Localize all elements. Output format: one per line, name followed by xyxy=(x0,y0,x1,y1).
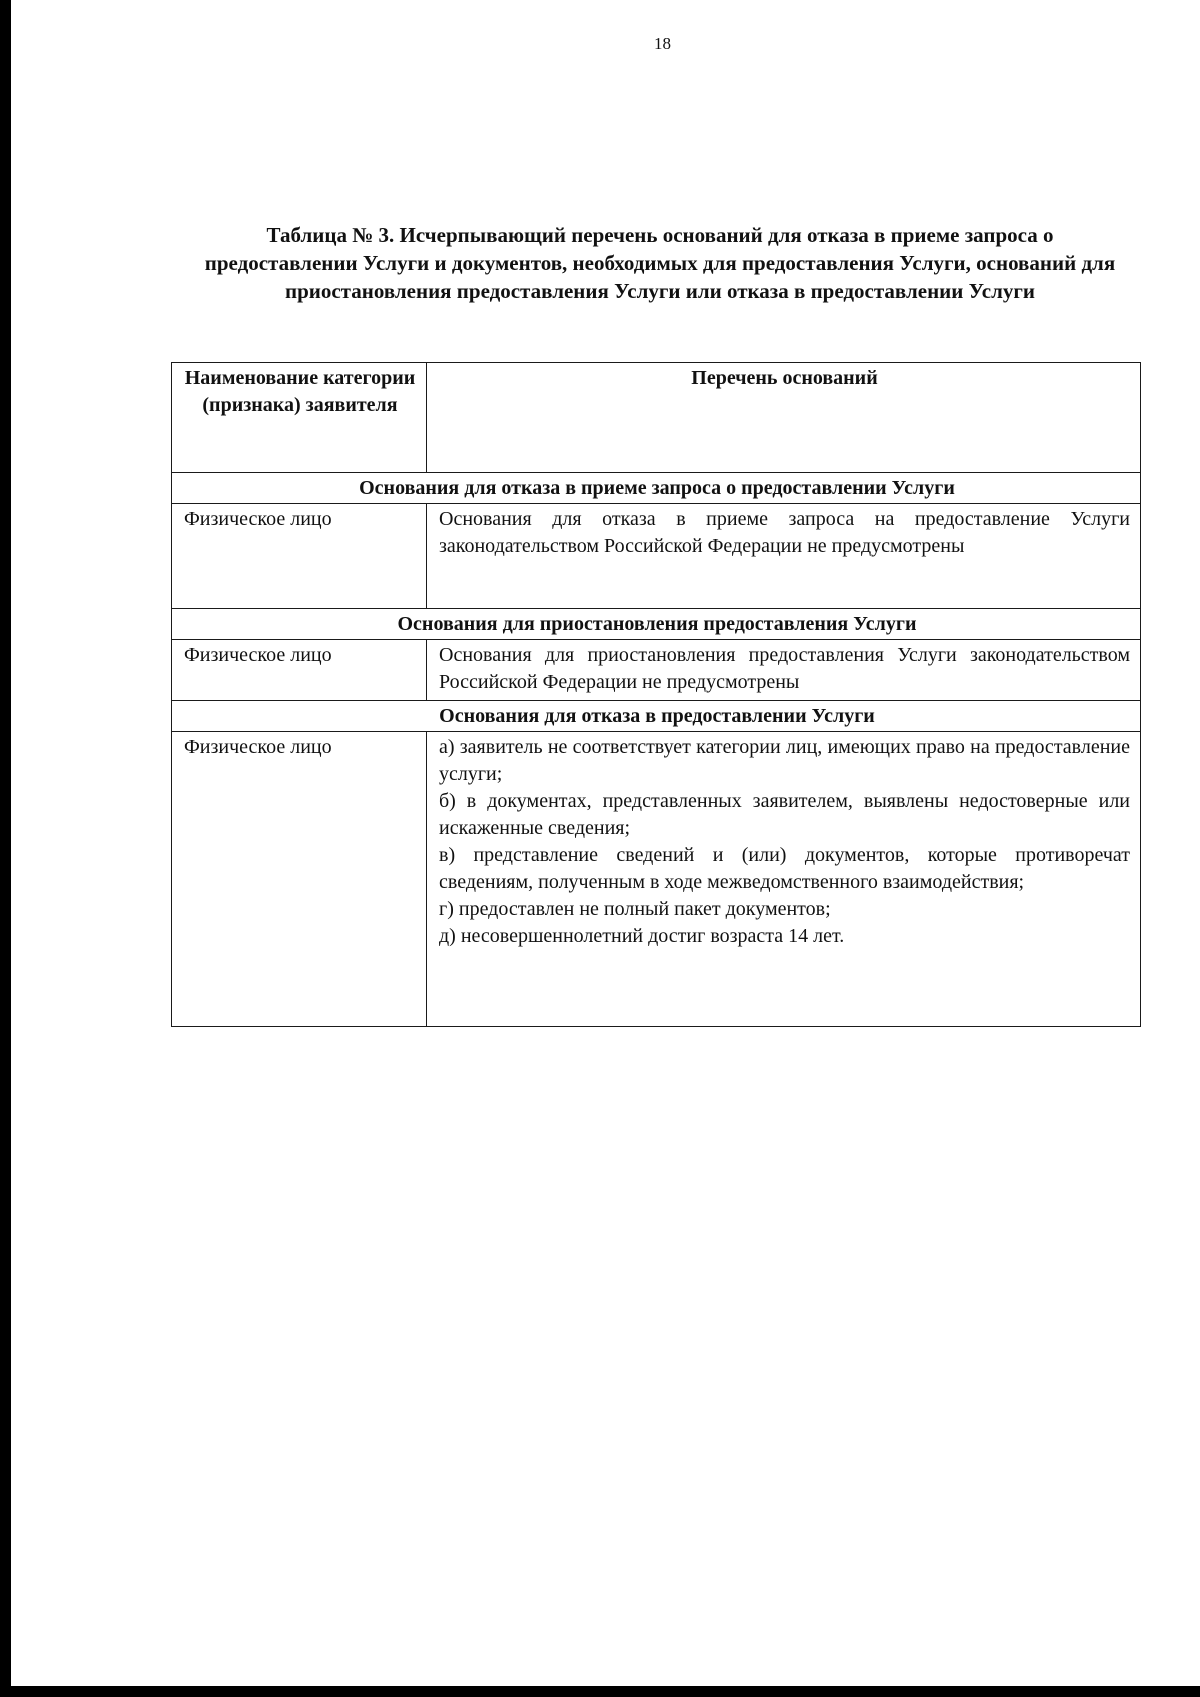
reason-item: Основания для приостановления предоставления Услуги законодательством Российской Федерации не предусмотрены xyxy=(439,644,1130,693)
table-header-row xyxy=(172,363,1141,473)
section-title-row xyxy=(172,701,1141,732)
section-title: Основания для приостановления предоставления Услуги xyxy=(172,609,1141,640)
section-title: Основания для отказа в предоставлении Услуги xyxy=(172,701,1141,732)
scan-left-edge xyxy=(0,0,11,1697)
grounds-table xyxy=(171,362,1141,1027)
reason-item: в) представление сведений и (или) документов, которые противоречат сведениям, полученным в ходе межведомственного взаимодействия; xyxy=(439,844,1130,893)
reason-item: а) заявитель не соответствует категории лиц, имеющих право на предоставление услуги; xyxy=(439,736,1130,785)
header-grounds: Перечень оснований xyxy=(427,363,1141,473)
reason-item: Основания для отказа в приеме запроса на предоставление Услуги законодательством Российской Федерации не предусмотрены xyxy=(439,508,1130,557)
section-title: Основания для отказа в приеме запроса о предоставлении Услуги xyxy=(172,473,1141,504)
reason-item: б) в документах, представленных заявителем, выявлены недостоверные или искаженные сведения; xyxy=(439,790,1130,839)
reason-cell xyxy=(427,732,1141,1027)
applicant-category: Физическое лицо xyxy=(172,640,427,701)
section-title-row xyxy=(172,609,1141,640)
applicant-category: Физическое лицо xyxy=(172,732,427,1027)
reason-cell xyxy=(427,640,1141,701)
page-number: 18 xyxy=(654,34,671,53)
reason-item: д) несовершеннолетний достиг возраста 14 лет. xyxy=(439,925,845,947)
table-row xyxy=(172,640,1141,701)
reason-item: г) предоставлен не полный пакет документов; xyxy=(439,898,831,920)
document-title: Таблица № 3. Исчерпывающий перечень оснований для отказа в приеме запроса о предоставлении Услуги и документов, необходимых для предоставления Услуги, оснований для приостановления предоставления Услуги или отказа в предоставлении Услуги xyxy=(204,223,1116,303)
header-category: Наименование категории (признака) заявителя xyxy=(172,363,427,473)
reason-cell xyxy=(427,504,1141,609)
applicant-category: Физическое лицо xyxy=(172,504,427,609)
table-row xyxy=(172,732,1141,1027)
scan-bottom-edge xyxy=(0,1686,1200,1697)
section-title-row xyxy=(172,473,1141,504)
table-row xyxy=(172,504,1141,609)
